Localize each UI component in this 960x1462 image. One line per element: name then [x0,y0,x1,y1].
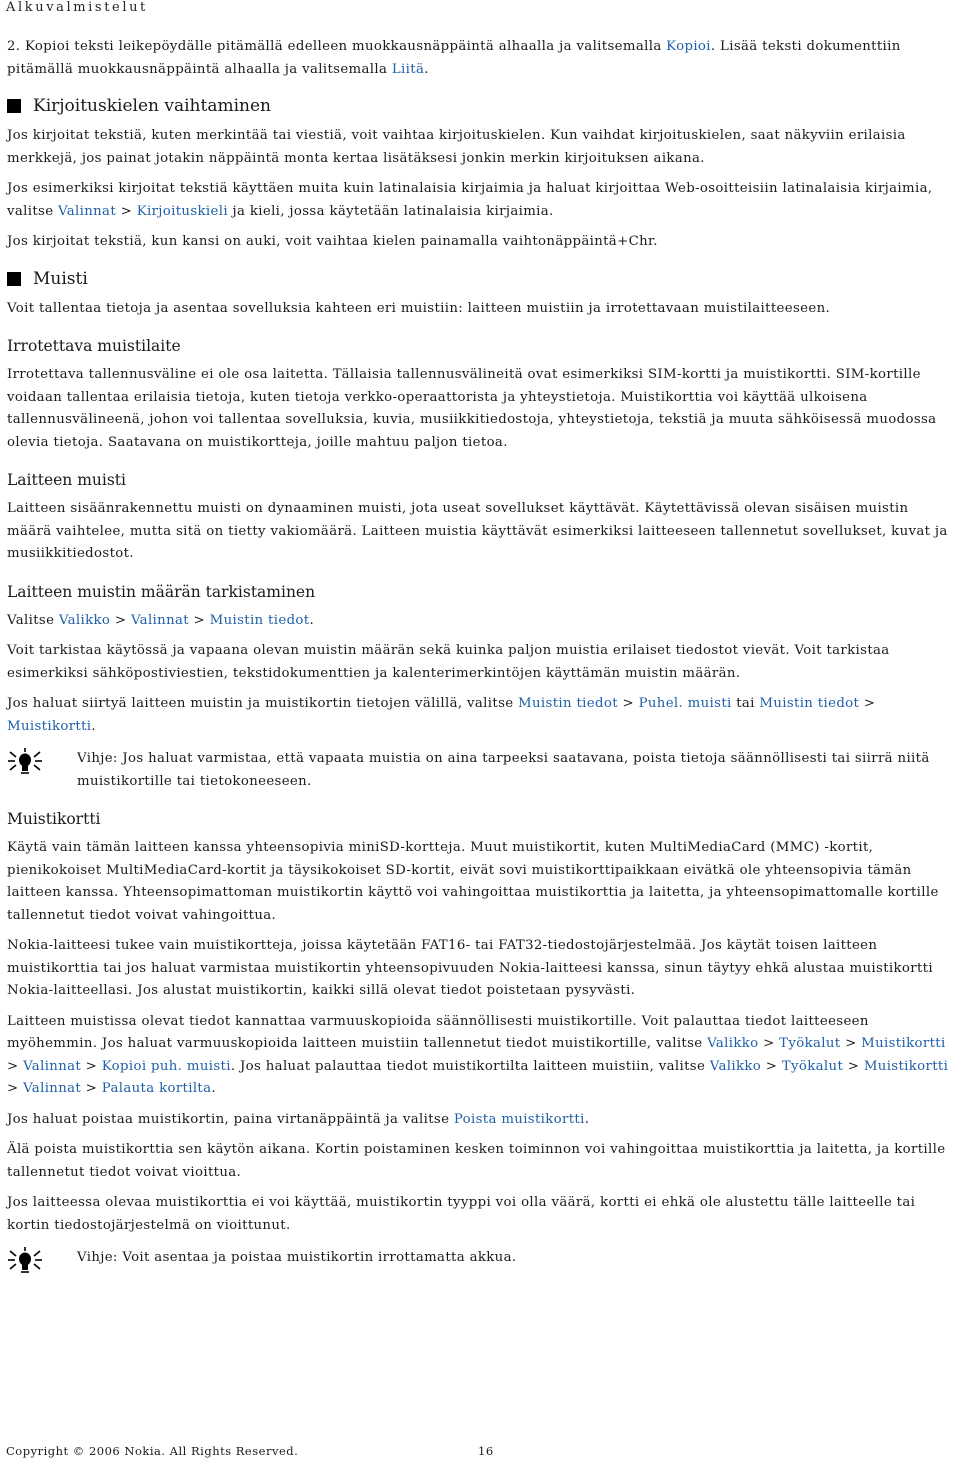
heading-muisti: Muisti [7,266,955,292]
kirjoituskieli-link[interactable]: Kirjoituskieli [136,203,228,219]
tyokalut-link[interactable]: Työkalut [779,1036,841,1051]
valinnat-link[interactable]: Valinnat [23,1058,82,1074]
check-paragraph-1: Valitse Valikko > Valinnat > Muistin tiedot. [7,612,315,628]
tip-label: Vihje: [77,1250,118,1265]
card-paragraph-1: Käytä vain tämän laitteen kanssa yhteensopivia miniSD-kortteja. Muut muistikortit, kuten MultiMediaCard (MMC) -kortit, pienikokoiset MultiMediaCard-kortit ja täysikokoiset SD-kortit, eivät sovi muistikorttipaikkaan eivätkä ole yhteensopivia tämän laitteen kanssa. Yhteensopimattoman muistikortin käyttö voi vahingoittaa muistikorttia ja laitetta, ja yhteensopimattomalle kortille tallennetut tiedot voivat vahingoittua. [7,840,939,923]
muistin-tiedot-link[interactable]: Muistin tiedot [209,612,310,628]
language-paragraph-3: Jos kirjoitat tekstiä, kun kansi on auki, voit vaihtaa kielen painamalla vaihtonäppäintä+Chr. [7,234,658,249]
kopioi-puh-muisti-link[interactable]: Kopioi puh. muisti [101,1058,231,1074]
copyright-text: Copyright © 2006 Nokia. All Rights Reserved. [6,1444,299,1458]
heading-bullet-square [7,272,21,286]
muistin-tiedot-link[interactable]: Muistin tiedot [759,696,860,711]
check-paragraph-3: Jos haluat siirtyä laitteen muistin ja muistikortin tietojen välillä, valitse Muistin tiedot > Puhel. muisti tai Muistin tiedot > Muistikortti. [7,696,876,734]
heading-laitteen-muisti: Laitteen muisti [7,471,126,489]
running-head: Alkuvalmistelut [6,0,148,15]
muistin-tiedot-link[interactable]: Muistin tiedot [518,696,618,711]
kopioi-link[interactable]: Kopioi [666,39,711,54]
valikko-link[interactable]: Valikko [58,612,111,628]
valinnat-link[interactable]: Valinnat [23,1081,82,1096]
valikko-link[interactable]: Valikko [709,1058,762,1074]
page-footer [6,1444,494,1458]
poista-muistikortti-link[interactable]: Poista muistikortti [453,1111,585,1127]
check-paragraph-2: Voit tarkistaa käytössä ja vapaana olevan muistin määrän sekä kuinka paljon muistia erilaiset tiedostot vievät. Voit tarkistaa esimerkiksi sähköpostiviestien, tekstidokumenttien ja kalenterimerkintöjen käyttämän muistin määrän. [7,643,890,681]
device-memory-paragraph: Laitteen sisäänrakennettu muisti on dynaaminen muisti, jota useat sovellukset käyttävät. Käytettävissä olevan sisäisen muistin määrä vaihtelee, mutta sitä on tietty vakiomäärä. Laitteen muistia käyttävät esimerkiksi laitteeseen tallennetut sovellukset, kuvat ja musiikkitiedostot. [7,501,948,561]
heading-irrotettava-muistilaite: Irrotettava muistilaite [7,337,181,355]
card-paragraph-3: Laitteen muistissa olevat tiedot kannattaa varmuuskopioida säännöllisesti muistikortille. Voit palauttaa tiedot laitteeseen myöhemmin. Jos haluat varmuuskopioida laitteen muistiin tallennetut tiedot muistikortille, valitse Valikko > Työkalut > Muistikortti > Valinnat > Kopioi puh. muisti. Jos haluat palauttaa tiedot muistikortilta laitteen muistiin, valitse Valikko > Työkalut > Muistikortti > Valinnat > Palauta kortilta. [7,1013,949,1096]
heading-bullet-square [7,99,21,113]
liita-link[interactable]: Liitä [391,61,425,77]
tyokalut-link[interactable]: Työkalut [781,1058,844,1074]
removable-paragraph: Irrotettava tallennusväline ei ole osa laitetta. Tällaisia tallennusvälineitä ovat esimerkiksi SIM-kortti ja muistikortti. SIM-kortille voidaan tallentaa erilaisia tietoja, kuten tietoja verkko-operaattorista ja yhteystietoja. Muistikorttia voi käyttää ulkoisena tallennusvälineenä, johon voi tallentaa sovelluksia, kuvia, musiikkitiedostoja, yhteystietoja, tekstiä ja muuta sähköisessä muodossa olevia tietoja. Saatavana on muistikortteja, joille mahtuu paljon tietoa. [7,367,937,450]
tip-note [7,748,955,793]
page-content [7,36,955,1291]
heading-muistin-maaran-tarkistaminen: Laitteen muistin määrän tarkistaminen [7,582,316,601]
tip-text: Voit asentaa ja poistaa muistikortin irrottamatta akkua. [117,1250,517,1265]
language-paragraph-1: Jos kirjoitat tekstiä, kuten merkintää tai viestiä, voit vaihtaa kirjoituskielen. Kun vaihdat kirjoituskielen, saat näkyviin erilaisia merkkejä, jos painat jotakin näppäintä monta kertaa lisätäksesi jonkin merkin kirjoituksen aikana. [7,128,906,166]
intro-step-2: 2. Kopioi teksti leikepöydälle pitämällä edelleen muokkausnäppäintä alhaalla ja valitsemalla Kopioi. Lisää teksti dokumenttiin pitämällä muokkausnäppäintä alhaalla ja valitsemalla Liitä. [7,39,901,77]
card-paragraph-2: Nokia-laitteesi tukee vain muistikortteja, joissa käytetään FAT16- tai FAT32-tiedostojärjestelmää. Jos käytät toisen laitteen muistikorttia tai jos haluat varmistaa muistikortin yhteensopivuuden Nokia-laitteesi kanssa, sinun täytyy ehkä alustaa muistikortti Nokia-laitteellasi. Jos alustat muistikortin, kaikki sillä olevat tiedot poistetaan pysyvästi. [7,938,933,998]
memory-paragraph-1: Voit tallentaa tietoja ja asentaa sovelluksia kahteen eri muistiin: laitteen muistiin ja irrotettavaan muistilaitteeseen. [7,300,831,316]
card-paragraph-4: Jos haluat poistaa muistikortin, paina virtanäppäintä ja valitse Poista muistikortti. [7,1111,590,1127]
valinnat-link[interactable]: Valinnat [58,203,117,219]
valikko-link[interactable]: Valikko [707,1036,759,1051]
tip-note [7,1247,955,1279]
card-paragraph-5: Älä poista muistikorttia sen käytön aikana. Kortin poistaminen kesken toiminnon voi vahingoittaa muistikorttia ja laitetta, ja kortille tallennetut tiedot voivat vioittua. [7,1142,946,1180]
language-paragraph-2: Jos esimerkiksi kirjoitat tekstiä käyttäen muita kuin latinalaisia kirjaimia ja haluat kirjoittaa Web-osoitteisiin latinalaisia kirjaimia, valitse Valinnat > Kirjoituskieli ja kieli, jossa käytetään latinalaisia kirjaimia. [7,181,933,219]
page-number: 16 [478,1444,494,1458]
lightbulb-icon [7,1247,77,1279]
tip-text: Jos haluat varmistaa, että vapaata muistia on aina tarpeeksi saatavana, poista tietoja säännöllisesti tai siirrä niitä muistikortille tai tietokoneeseen. [77,751,930,789]
valinnat-link[interactable]: Valinnat [130,612,189,628]
muistikortti-link[interactable]: Muistikortti [863,1058,949,1074]
heading-kirjoituskielen-vaihtaminen: Kirjoituskielen vaihtaminen [7,93,955,119]
heading-muistikortti: Muistikortti [7,810,101,828]
puhel-muisti-link[interactable]: Puhel. muisti [638,696,732,711]
tip-label: Vihje: [77,751,118,766]
lightbulb-icon [7,748,77,793]
muistikortti-link[interactable]: Muistikortti [7,718,92,734]
palauta-kortilta-link[interactable]: Palauta kortilta [101,1081,212,1096]
card-paragraph-6: Jos laitteessa olevaa muistikorttia ei voi käyttää, muistikortin tyyppi voi olla väärä, kortti ei ehkä ole alustettu tälle laitteelle tai kortin tiedostojärjestelmä on vioittunut. [7,1195,916,1233]
muistikortti-link[interactable]: Muistikortti [861,1036,946,1051]
